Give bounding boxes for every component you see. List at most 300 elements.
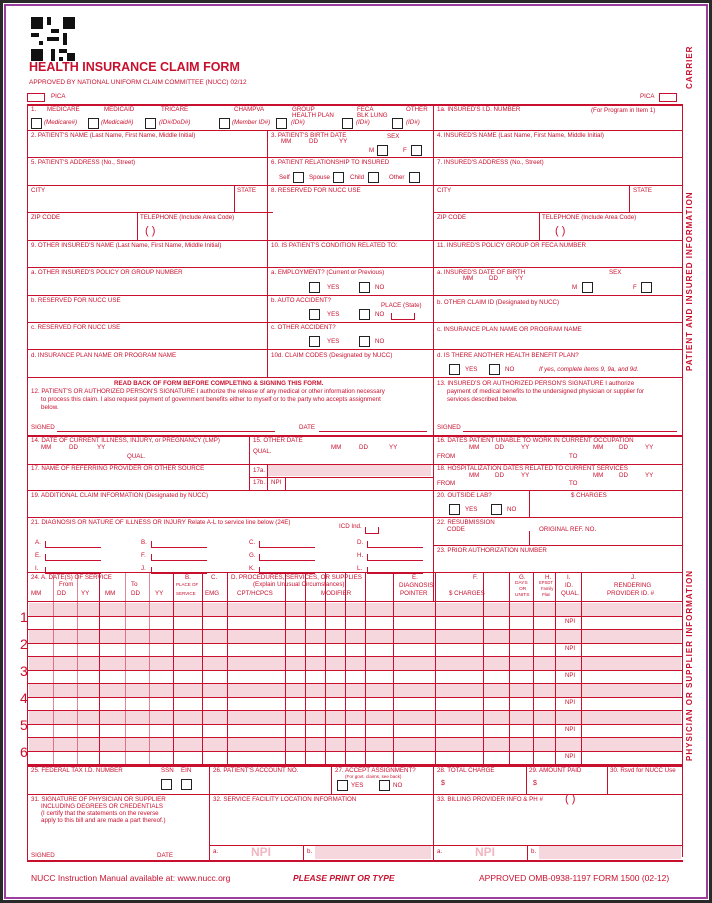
diagnosis-field[interactable] (259, 567, 315, 574)
box1a-note: (For Program in Item 1) (591, 107, 656, 114)
box11a-label: a. INSURED'S DATE OF BIRTH (437, 269, 526, 276)
box24f-label: F. (473, 574, 478, 581)
service-line-npi: NPI (565, 673, 576, 679)
diagnosis-field[interactable] (367, 554, 423, 561)
box24h-plan: Plan (542, 592, 551, 597)
auto-no-checkbox[interactable] (359, 309, 370, 320)
outside-lab-yes-checkbox[interactable] (449, 504, 460, 515)
box24-to: To (131, 581, 138, 588)
divider-r4a (27, 212, 273, 213)
box16-to-dd: DD (619, 444, 628, 451)
box18-to-dd: DD (619, 472, 628, 479)
accept-yes-checkbox[interactable] (337, 780, 348, 791)
pica-right-label: PICA (640, 93, 655, 100)
service-line-row[interactable] (29, 725, 681, 737)
box7-label: 7. INSURED'S ADDRESS (No., Street) (437, 159, 544, 166)
service-line-npi: NPI (565, 700, 576, 706)
box24c-label: C. (211, 574, 218, 581)
box33-label: 33. BILLING PROVIDER INFO & PH # (437, 796, 543, 803)
other-accident-no-checkbox[interactable] (359, 336, 370, 347)
box13-line2: payment of medical benefits to the undersigned physician or supplier for (447, 388, 645, 395)
box6-label: 6. PATIENT RELATIONSHIP TO INSURED (271, 159, 390, 166)
other-plan-no-label: NO (505, 366, 515, 373)
form-title: HEALTH INSURANCE CLAIM FORM (29, 60, 240, 74)
other-accident-no-label: NO (375, 338, 385, 345)
box24b-label: B. (185, 574, 191, 581)
other-checkbox[interactable] (392, 118, 403, 129)
box5-label: 5. PATIENT'S ADDRESS (No., Street) (31, 159, 136, 166)
tricare-checkbox[interactable] (145, 118, 156, 129)
box10-label: 10. IS PATIENT'S CONDITION RELATED TO: (271, 242, 398, 249)
col-28-29 (526, 765, 527, 794)
divider-r9 (27, 349, 683, 350)
service-column-divider (365, 572, 366, 765)
diagnosis-field[interactable] (45, 541, 101, 548)
box14-qual: QUAL. (127, 453, 146, 460)
divider-r7 (27, 295, 683, 296)
box10a-label: a. EMPLOYMENT? (Current or Previous) (271, 269, 385, 276)
feca-checkbox[interactable] (342, 118, 353, 129)
diagnosis-letter: D. (357, 539, 364, 546)
box3-m: M (369, 147, 375, 154)
service-line-npi: NPI (565, 727, 576, 733)
box27-label: 27. ACCEPT ASSIGNMENT? (335, 767, 416, 774)
box25-label: 25. FEDERAL TAX I.D. NUMBER (31, 767, 123, 774)
other-accident-yes-checkbox[interactable] (309, 336, 320, 347)
group-label-2: HEALTH PLAN (292, 112, 334, 119)
diagnosis-field[interactable] (259, 554, 315, 561)
medicare-id: (Medicare#) (44, 119, 78, 126)
ifyes-note: If yes, complete items 9, 9a, and 9d. (539, 366, 639, 373)
diagnosis-letter: A. (35, 539, 41, 546)
box20-label: 20. OUTSIDE LAB? (437, 492, 492, 499)
other-plan-yes-label: YES (465, 366, 478, 373)
child-label: Child (350, 174, 365, 181)
ssn-checkbox[interactable] (161, 779, 172, 790)
other-label: OTHER (406, 106, 428, 113)
divider-r8 (27, 322, 683, 323)
box16-from-dd: DD (495, 444, 504, 451)
spouse-label: Spouse (309, 174, 330, 181)
employment-no-checkbox[interactable] (359, 282, 370, 293)
box24e-label: E. (412, 574, 418, 581)
group-checkbox[interactable] (276, 118, 287, 129)
divider-r19 (27, 794, 683, 795)
ein-checkbox[interactable] (181, 779, 192, 790)
service-column-divider (285, 572, 286, 765)
patient-tel-label: TELEPHONE (Include Area Code) (140, 214, 235, 221)
box32-col (303, 845, 304, 860)
box16-to-yy: YY (645, 444, 654, 451)
diagnosis-letter: B. (141, 539, 147, 546)
other-plan-yes-checkbox[interactable] (449, 364, 460, 375)
qr-code-icon (31, 17, 75, 61)
medicaid-checkbox[interactable] (88, 118, 99, 129)
service-line-shaded[interactable] (29, 603, 681, 616)
box20-col (529, 490, 530, 517)
service-line-number: 1 (20, 609, 28, 625)
approved-note: APPROVED BY NATIONAL UNIFORM CLAIM COMMITTEE (NUCC) 02/12 (29, 79, 247, 86)
box10d-label: 10d. CLAIM CODES (Designated by NUCC) (271, 352, 393, 359)
box24-from: From (59, 581, 74, 588)
box24d-note: (Explain Unusual Circumstances) (253, 581, 345, 588)
box21-label: 21. DIAGNOSIS OR NATURE OF ILLNESS OR INJURY Relate A-L to service line below (24E) (31, 519, 291, 526)
ein-label: EIN (181, 767, 192, 774)
diagnosis-letter: J. (141, 565, 146, 572)
box24e-diagnosis: DIAGNOSIS (399, 582, 434, 589)
diagnosis-letter: K. (249, 565, 255, 572)
patient-info-label: PATIENT AND INSURED INFORMATION (685, 191, 694, 371)
box31-line3: (I certify that the statements on the reverse (41, 810, 159, 817)
service-line-row[interactable] (29, 671, 681, 683)
box31-date: DATE (157, 852, 174, 859)
self-label: Self (279, 174, 290, 181)
box24-modifier: MODIFIER (321, 590, 352, 597)
service-line-number: 4 (20, 690, 28, 706)
insured-state-label: STATE (633, 187, 653, 194)
sidebar-divider (682, 105, 683, 857)
diagnosis-letter: H. (357, 552, 364, 559)
box14-label: 14. DATE OF CURRENT ILLNESS, INJURY, or PREGNANCY (LMP) (31, 437, 220, 444)
zip-divider-right (539, 212, 540, 240)
box2-label: 2. PATIENT'S NAME (Last Name, First Name, Middle Initial) (31, 132, 196, 139)
box15-qual: QUAL. (253, 448, 272, 455)
box13-line1: 13. INSURED'S OR AUTHORIZED PERSON'S SIGNATURE I authorize (437, 380, 635, 387)
box11a-f: F (633, 284, 637, 291)
box3-label: 3. PATIENT'S BIRTH DATE (271, 132, 347, 139)
service-column-divider (173, 572, 174, 765)
col-26-27 (331, 765, 332, 794)
box17-split (249, 477, 433, 478)
box11a-sex: SEX (609, 269, 622, 276)
box31-signed: SIGNED (31, 852, 55, 859)
feca-id: (ID#) (356, 119, 370, 126)
service-column-divider (125, 572, 126, 765)
service-column-divider (581, 572, 582, 765)
diagnosis-letter: C. (249, 539, 256, 546)
box33-col (527, 845, 528, 860)
box24i-label: I. (567, 574, 571, 581)
box16-to: TO (569, 453, 578, 460)
box17b-npi: NPI (271, 479, 282, 486)
champva-checkbox[interactable] (219, 118, 230, 129)
box3-mm: MM (281, 138, 292, 145)
box15-dd: DD (359, 444, 368, 451)
pica-left-box[interactable] (27, 93, 45, 102)
service-column-divider (393, 572, 394, 765)
patient-tel-paren: ( ) (145, 225, 156, 237)
box11a-yy: YY (515, 275, 524, 282)
accept-yes-label: YES (351, 782, 364, 789)
service-line-row[interactable] (29, 644, 681, 656)
box22-orig: ORIGINAL REF. NO. (539, 526, 597, 533)
divider-r2 (27, 157, 683, 158)
patient-zip-label: ZIP CODE (31, 214, 61, 221)
box10c-label: c. OTHER ACCIDENT? (271, 324, 336, 331)
box3-yy: YY (339, 138, 348, 145)
box24j-rendering: RENDERING (614, 582, 652, 589)
divider-r3 (27, 185, 683, 186)
service-column-divider (345, 572, 346, 765)
service-column-divider (483, 572, 484, 765)
col-mid-right2 (433, 435, 434, 601)
box3-dd: DD (309, 138, 318, 145)
zip-divider-left (137, 212, 138, 240)
box17-col (267, 465, 268, 490)
service-line-shaded[interactable] (29, 630, 681, 643)
spouse-checkbox[interactable] (333, 172, 344, 183)
medicare-label: MEDICARE (47, 106, 80, 113)
insured-sex-m-checkbox[interactable] (582, 282, 593, 293)
box17-label: 17. NAME OF REFERRING PROVIDER OR OTHER SOURCE (31, 465, 205, 472)
box14-mm: MM (41, 444, 52, 451)
diagnosis-field[interactable] (259, 541, 315, 548)
ssn-label: SSN (161, 767, 174, 774)
box24-from-dd: DD (57, 590, 66, 597)
box18-label: 18. HOSPITALIZATION DATES RELATED TO CURRENT SERVICES (437, 465, 628, 472)
box30-label: 30. Rsvd for NUCC Use (610, 767, 676, 774)
service-line-number: 6 (20, 744, 28, 760)
claim-form-page (9, 9, 703, 894)
box9c-label: c. RESERVED FOR NUCC USE (31, 324, 121, 331)
readback-note: READ BACK OF FORM BEFORE COMPLETING & SIGNING THIS FORM. (114, 380, 324, 387)
box24g-label: G. (519, 574, 526, 581)
auto-yes-checkbox[interactable] (309, 309, 320, 320)
divider-r1 (27, 130, 683, 131)
box12-line3: below. (41, 404, 59, 411)
box13-line3: services described below. (447, 396, 518, 403)
icd-ind-label: ICD Ind. (339, 523, 362, 530)
employment-yes-checkbox[interactable] (309, 282, 320, 293)
service-line-row[interactable] (29, 752, 681, 764)
box32a-label: a. (213, 848, 219, 855)
col-mid-left (267, 130, 268, 377)
box8-label: 8. RESERVED FOR NUCC USE (271, 187, 361, 194)
box27-note: (For govt. claims, see back) (345, 774, 402, 779)
box11b-label: b. OTHER CLAIM ID (Designated by NUCC) (437, 299, 560, 306)
box24a-label: 24. A. DATE(S) OF SERVICE (31, 574, 112, 581)
diagnosis-field[interactable] (151, 567, 207, 574)
box24h-label: H. (545, 574, 552, 581)
divider-r4b (433, 212, 683, 213)
box24g-days: DAYS (515, 581, 528, 586)
outside-lab-yes-label: YES (465, 506, 478, 513)
box31-line2: INCLUDING DEGREES OR CREDENTIALS (41, 803, 164, 810)
insured-zip-label: ZIP CODE (437, 214, 467, 221)
service-line-shaded[interactable] (29, 738, 681, 751)
service-line-npi: NPI (565, 619, 576, 625)
patient-state-label: STATE (237, 187, 257, 194)
insured-tel-label: TELEPHONE (Include Area Code) (542, 214, 637, 221)
box15-label: 15. OTHER DATE (253, 437, 303, 444)
box24j-label: J. (631, 574, 636, 581)
box24-pos: PLACE OF (176, 582, 199, 587)
box15-yy: YY (389, 444, 398, 451)
box9b-label: b. RESERVED FOR NUCC USE (31, 297, 121, 304)
diagnosis-field[interactable] (151, 541, 207, 548)
box33a-npi-watermark: NPI (475, 845, 496, 859)
box33b-label: b. (531, 848, 537, 855)
box26-label: 26. PATIENT'S ACCOUNT NO. (213, 767, 299, 774)
service-column-divider (555, 572, 556, 765)
service-line-shaded[interactable] (29, 657, 681, 670)
footer-right: APPROVED OMB-0938-1197 FORM 1500 (02-12) (479, 873, 670, 883)
champva-label: CHAMPVA (234, 106, 265, 113)
diagnosis-letter: F. (141, 552, 146, 559)
tricare-label: TRICARE (161, 106, 189, 113)
box24-from-mm: MM (31, 590, 42, 597)
service-line-shaded[interactable] (29, 711, 681, 724)
tricare-id: (ID#/DoD#) (159, 119, 191, 126)
service-column-divider (435, 572, 436, 765)
box16-from-yy: YY (521, 444, 530, 451)
place-state-label: PLACE (State) (381, 302, 422, 309)
box24g-or: OR (519, 587, 527, 592)
medicaid-label: MEDICAID (104, 106, 135, 113)
box32-label: 32. SERVICE FACILITY LOCATION INFORMATION (213, 796, 357, 803)
group-label: GROUP (292, 106, 315, 113)
box23-label: 23. PRIOR AUTHORIZATION NUMBER (437, 547, 547, 554)
diagnosis-field[interactable] (367, 567, 423, 574)
box18-from-yy: YY (521, 472, 530, 479)
box24i-id: ID. (565, 582, 573, 589)
service-column-divider (53, 572, 54, 765)
box24j-provider: PROVIDER ID. # (607, 590, 655, 597)
outside-lab-no-label: NO (507, 506, 517, 513)
box9-label: 9. OTHER INSURED'S NAME (Last Name, First Name, Middle Initial) (31, 242, 222, 249)
patient-sex-f-checkbox[interactable] (411, 145, 422, 156)
box24-pos2: SERVICE (176, 591, 196, 596)
accept-no-checkbox[interactable] (379, 780, 390, 791)
box16-from: FROM (437, 453, 456, 460)
box3-sex: SEX (387, 133, 400, 140)
box29-dollar: $ (533, 780, 537, 787)
service-column-divider (149, 572, 150, 765)
service-column-divider (305, 572, 306, 765)
box19-label: 19. ADDITIONAL CLAIM INFORMATION (Designated by NUCC) (31, 492, 209, 499)
divider-r13 (27, 490, 683, 491)
box12-line1: 12. PATIENT'S OR AUTHORIZED PERSON'S SIGNATURE I authorize the release of any medical or other information necessary (31, 388, 385, 395)
box28-dollar: $ (441, 780, 445, 787)
service-line-number: 5 (20, 717, 28, 733)
divider-r6 (27, 267, 683, 268)
service-column-divider (202, 572, 203, 765)
box1a-label: 1a. INSURED'S I.D. NUMBER (437, 106, 521, 113)
box28-label: 28. TOTAL CHARGE (437, 767, 495, 774)
box3-f: F (403, 147, 407, 154)
patient-sex-m-checkbox[interactable] (377, 145, 388, 156)
box18-from-dd: DD (495, 472, 504, 479)
physician-info-label: PHYSICIAN OR SUPPLIER INFORMATION (685, 569, 694, 761)
box18-from-mm: MM (469, 472, 480, 479)
box16-to-mm: MM (593, 444, 604, 451)
place-state-field[interactable] (391, 313, 415, 320)
medicare-checkbox[interactable] (31, 118, 42, 129)
medicaid-id: (Medicaid#) (101, 119, 134, 126)
col-mid-right (433, 104, 434, 435)
diagnosis-field[interactable] (151, 554, 207, 561)
box16-from-mm: MM (469, 444, 480, 451)
box22-code: CODE (447, 526, 465, 533)
box13-signed: SIGNED (437, 424, 461, 431)
box20-charges: $ CHARGES (571, 492, 607, 499)
box32a-npi-watermark: NPI (251, 845, 272, 859)
service-line-row[interactable] (29, 617, 681, 629)
icd-ind-field[interactable] (365, 527, 379, 534)
other-plan-no-checkbox[interactable] (489, 364, 500, 375)
service-line-shaded[interactable] (29, 684, 681, 697)
feca-label: FECA (357, 106, 374, 113)
box17a-label: 17a. (253, 467, 266, 474)
employment-yes-label: YES (327, 284, 340, 291)
diagnosis-letter: G. (249, 552, 256, 559)
other-accident-yes-label: YES (327, 338, 340, 345)
box24h-family: Family (541, 586, 554, 591)
service-line-number: 2 (20, 636, 28, 652)
footer-left: NUCC Instruction Manual available at: www.nucc.org (31, 873, 231, 883)
box24-cpt: CPT/HCPCS (237, 590, 273, 597)
diagnosis-field[interactable] (45, 554, 101, 561)
service-column-divider (325, 572, 326, 765)
box33a-label: a. (437, 848, 443, 855)
divider-r5 (27, 240, 683, 241)
self-checkbox[interactable] (293, 172, 304, 183)
box24g-units: UNITS (515, 593, 530, 598)
box11a-m: M (572, 284, 578, 291)
champva-id: (Member ID#) (232, 119, 271, 126)
box15-mm: MM (331, 444, 342, 451)
box10b-label: b. AUTO ACCIDENT? (271, 297, 332, 304)
box18-to-mm: MM (593, 472, 604, 479)
diagnosis-field[interactable] (367, 541, 423, 548)
box12-line2: to process this claim. I also request payment of government benefits either to myself or to the party who accepts assignment (41, 396, 381, 403)
service-line-number: 3 (20, 663, 28, 679)
service-column-divider (77, 572, 78, 765)
divider-r10 (27, 377, 683, 378)
group-id: (ID#) (291, 119, 305, 126)
box24-to-dd: DD (131, 590, 140, 597)
insured-city-label: CITY (437, 187, 452, 194)
box24-to-mm: MM (105, 590, 116, 597)
box24i-qual: QUAL. (561, 590, 580, 597)
auto-yes-label: YES (327, 311, 340, 318)
box31-line4: apply to this bill and are made a part thereof.) (41, 817, 166, 824)
service-line-npi: NPI (565, 646, 576, 652)
box4-label: 4. INSURED'S NAME (Last Name, First Name, Middle Initial) (437, 132, 604, 139)
box11a-mm: MM (463, 275, 474, 282)
child-checkbox[interactable] (368, 172, 379, 183)
relationship-other-checkbox[interactable] (409, 172, 420, 183)
pica-right-box[interactable] (659, 93, 677, 102)
col-29-30 (607, 765, 608, 794)
divider-r15 (433, 545, 683, 546)
box14-dd: DD (69, 444, 78, 451)
box17b-label: 17b. (253, 479, 266, 486)
col-14-15 (249, 435, 250, 464)
employment-no-label: NO (375, 284, 385, 291)
box16-label: 16. DATES PATIENT UNABLE TO WORK IN CURRENT OCCUPATION (437, 437, 634, 444)
box24h-epsdt: EPSDT (539, 580, 553, 585)
box9a-label: a. OTHER INSURED'S POLICY OR GROUP NUMBER (31, 269, 183, 276)
box29-label: 29. AMOUNT PAID (529, 767, 582, 774)
box12-date-line (319, 431, 427, 432)
service-line-row[interactable] (29, 698, 681, 710)
outside-lab-no-checkbox[interactable] (491, 504, 502, 515)
box11-label: 11. INSURED'S POLICY GROUP OR FECA NUMBER (437, 242, 587, 249)
carrier-label: CARRIER (685, 45, 694, 89)
other-id: (ID#) (406, 119, 420, 126)
insured-sex-f-checkbox[interactable] (641, 282, 652, 293)
